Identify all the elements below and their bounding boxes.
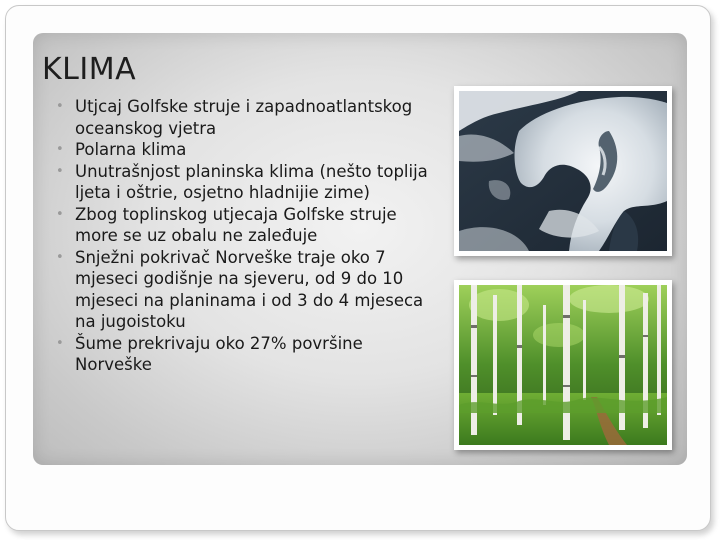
- bullet-text: Unutrašnjost planinska klima (nešto toplija ljeta i oštrie, osjetno hladnijie zime): [75, 161, 428, 202]
- bullet-icon: •: [56, 206, 64, 222]
- bullet-item: [56, 139, 436, 161]
- bullet-text: Šume prekrivaju oko 27% površine Norveške: [75, 333, 363, 374]
- bullet-text: Polarna klima: [75, 140, 187, 159]
- bullet-list: [56, 96, 436, 376]
- bullet-item: [56, 96, 436, 139]
- bullet-text: Zbog toplinskog utjecaja Golfske struje more se uz obalu ne zaleđuje: [75, 204, 397, 245]
- bullet-icon: •: [56, 335, 64, 351]
- bullet-icon: •: [56, 142, 64, 157]
- bullet-item: [56, 204, 436, 247]
- birch-forest-image: [454, 280, 672, 450]
- bullet-text: Utjcaj Golfske struje i zapadnoatlantskog oceanskog vjetra: [75, 97, 413, 138]
- bullet-item: [56, 247, 436, 333]
- bullet-icon: •: [56, 99, 64, 114]
- slide-title: KLIMA: [42, 52, 137, 87]
- bullet-icon: •: [56, 249, 64, 265]
- bullet-item: [56, 161, 436, 204]
- satellite-snow-scandinavia-image: [454, 86, 672, 256]
- bullet-item: [56, 333, 436, 376]
- bullet-icon: •: [56, 163, 64, 179]
- bullet-text: Snježni pokrivač Norveške traje oko 7 mjeseci godišnje na sjeveru, od 9 do 10 mjeseci na planinama i od 3 do 4 mjeseca na jugoistoku: [75, 247, 424, 331]
